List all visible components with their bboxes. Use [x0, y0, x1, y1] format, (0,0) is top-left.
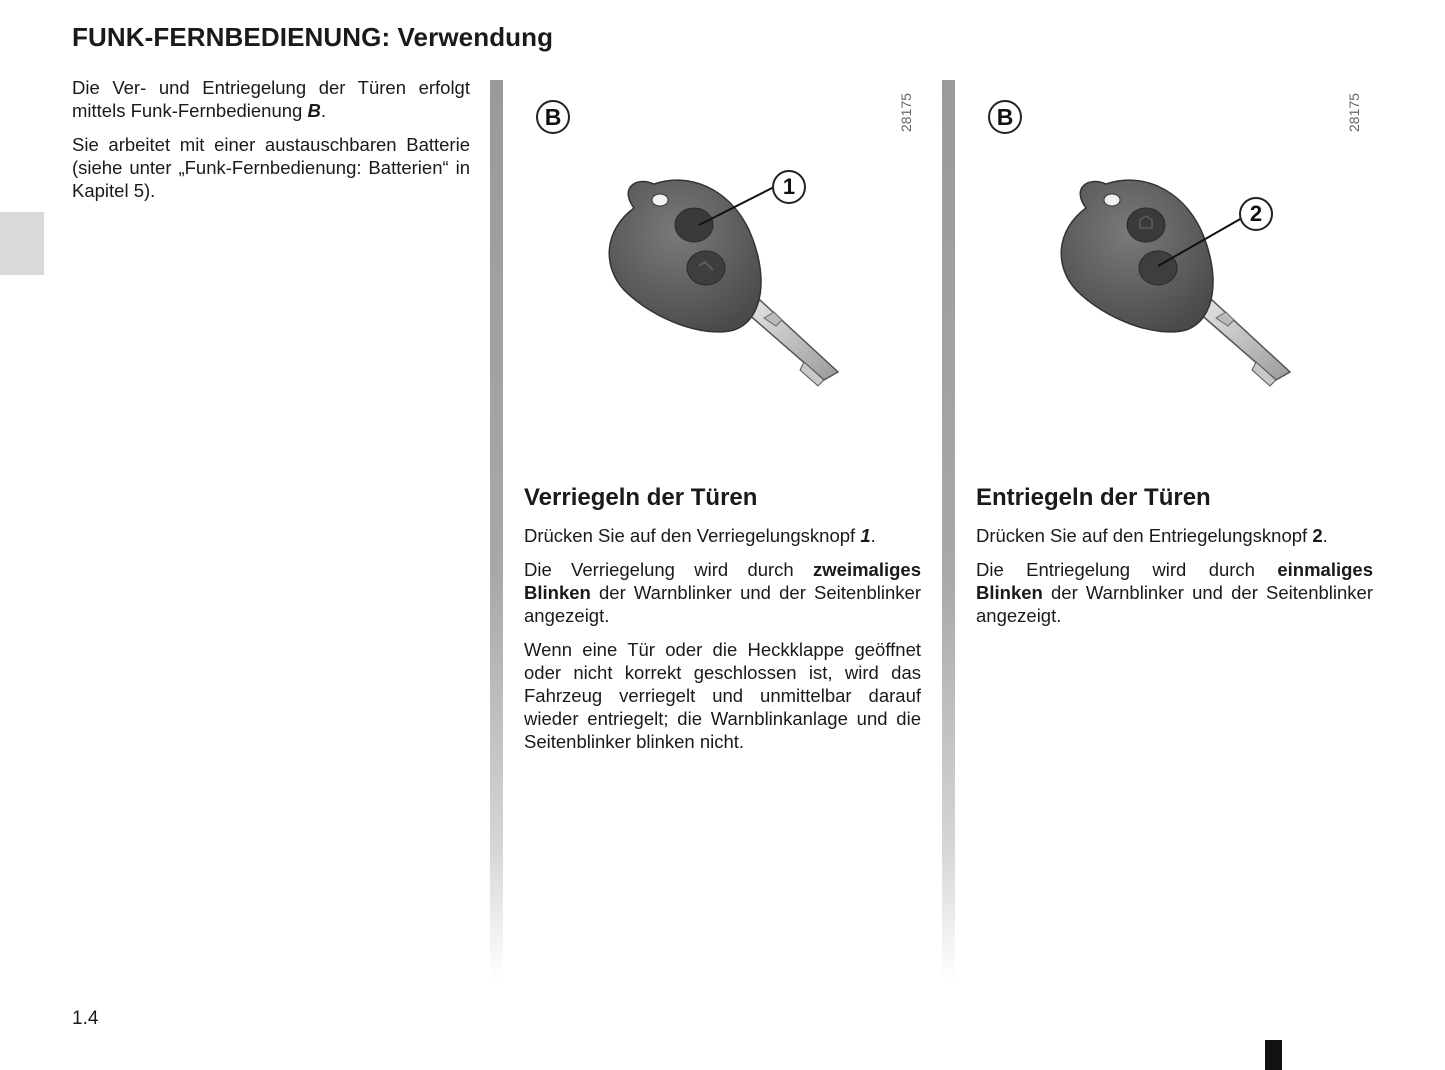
lock-p2-text: Die Verriegelung wird durch — [524, 559, 814, 580]
key-fob-body — [609, 180, 761, 332]
callout-2: 2 — [1239, 197, 1273, 231]
page-title: FUNK-FERNBEDIENUNG: Verwendung — [72, 22, 554, 52]
lock-p2-bold: zweimaliges Blinken — [524, 559, 921, 603]
unlock-paragraph-1 — [976, 524, 1373, 547]
chapter-tab — [0, 212, 44, 275]
unlock-paragraph-2 — [976, 558, 1373, 627]
remote-key-illustration — [976, 80, 1376, 460]
intro-paragraph-1 — [72, 76, 470, 122]
unlock-button — [687, 251, 725, 285]
column-divider-right — [942, 80, 955, 980]
key-fob-body — [1061, 180, 1213, 332]
lock-p2-end: der Warnblinker und der Seitenblinker angezeigt. — [524, 582, 921, 626]
figure-unlock-remote — [976, 80, 1376, 460]
column-divider-left — [490, 80, 503, 980]
key-blade — [1198, 300, 1290, 386]
lock-paragraph-1 — [524, 524, 921, 547]
lock-button — [1127, 208, 1165, 242]
unlock-heading: Entriegeln der Türen — [976, 484, 1211, 511]
key-blade — [746, 300, 838, 386]
intro-p1-end: . — [320, 100, 326, 121]
print-mark — [1265, 1040, 1282, 1070]
lock-button — [675, 208, 713, 242]
figure-lock-remote — [524, 80, 924, 460]
intro-column — [72, 76, 470, 213]
figure-code: 28175 — [898, 93, 914, 132]
lock-paragraph-3: Wenn eine Tür oder die Heckklappe geöffnet oder nicht korrekt geschlossen ist, wird das Fahrzeug verriegelt und unmittelbar darauf wieder entriegelt; die Warnblinkanlage und die Seitenblinker blinken nicht. — [524, 639, 921, 752]
unlock-p1-end: . — [1322, 525, 1328, 546]
unlock-p1-emph: 2 — [1312, 525, 1323, 546]
page-number: 1.4 — [72, 1008, 99, 1029]
lock-p1-emph: 1 — [860, 525, 871, 546]
figure-badge: B — [988, 100, 1022, 134]
intro-p1-text: Die Ver- und Entriegelung der Türen erfolgt mittels Funk-Fernbedienung — [72, 77, 470, 121]
unlock-p2-text: Die Entriegelung wird durch — [976, 559, 1278, 580]
unlock-p2-bold: einmaliges Blinken — [976, 559, 1373, 603]
callout-1: 1 — [772, 170, 806, 204]
unlock-p2-end: der Warnblinker und der Seitenblinker angezeigt. — [976, 582, 1373, 626]
unlock-button — [1139, 251, 1177, 285]
figure-code: 28175 — [1346, 93, 1362, 132]
lock-heading: Verriegeln der Türen — [524, 484, 758, 511]
lock-section — [524, 484, 921, 764]
figure-badge: B — [536, 100, 570, 134]
intro-paragraph-2: Sie arbeitet mit einer austauschbaren Batterie (siehe unter „Funk-Fernbedienung: Batterien“ in Kapitel 5). — [72, 134, 470, 201]
lock-p1-text: Drücken Sie auf den Verriegelungsknopf — [524, 525, 861, 546]
lock-paragraph-2 — [524, 558, 921, 627]
unlock-section — [976, 484, 1373, 638]
remote-key-illustration — [524, 80, 924, 460]
intro-p1-emph: B — [307, 100, 321, 121]
lock-p1-end: . — [870, 525, 876, 546]
unlock-p1-text: Drücken Sie auf den Entriegelungsknopf — [976, 525, 1313, 546]
